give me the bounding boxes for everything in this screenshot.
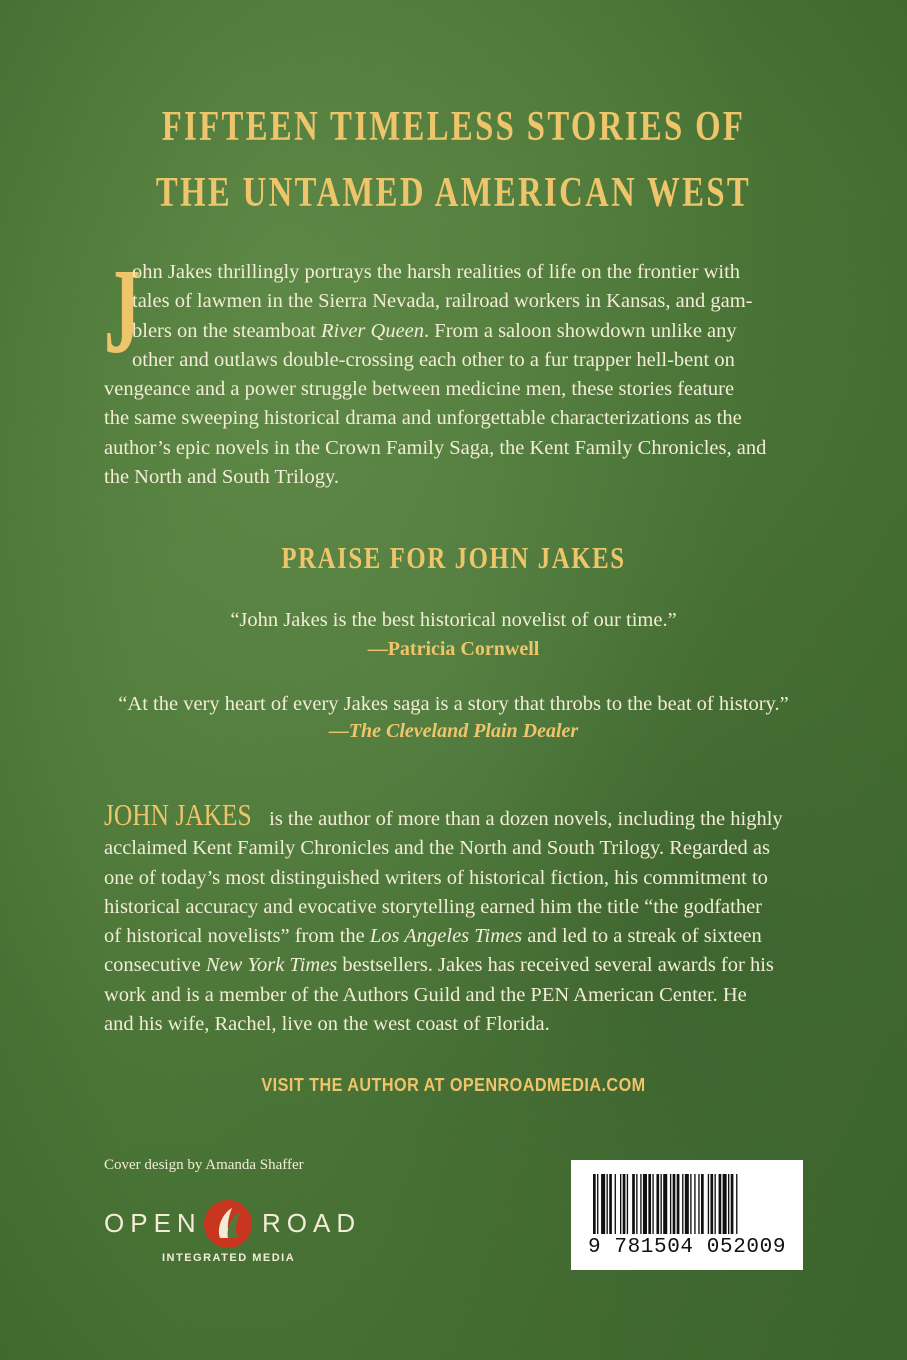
bio-line bbox=[104, 951, 804, 980]
description-line: the North and South Trilogy. bbox=[104, 466, 340, 489]
barcode-bar bbox=[609, 1174, 612, 1234]
attribution-dash: — bbox=[328, 720, 349, 742]
headline-line-1: FIFTEEN TIMELESS STORIES OF bbox=[161, 104, 746, 150]
bio-line: one of today’s most distinguished writers of historical fiction, his commitment to bbox=[104, 866, 768, 889]
barcode-bar bbox=[694, 1174, 695, 1234]
barcode-bar bbox=[643, 1174, 647, 1234]
description bbox=[104, 244, 804, 492]
barcode-bar bbox=[701, 1174, 704, 1234]
bio-text: is the author of more than a dozen novels, including the highly bbox=[264, 808, 783, 830]
barcode-bar bbox=[719, 1174, 722, 1234]
website-link[interactable]: VISIT THE AUTHOR AT OPENROADMEDIA.COM bbox=[261, 1075, 646, 1095]
bio-line: and his wife, Rachel, live on the west coast of Florida. bbox=[104, 1013, 550, 1036]
attribution-source: The Cleveland Plain Dealer bbox=[348, 720, 579, 742]
barcode-bar bbox=[673, 1174, 676, 1234]
barcode-bar bbox=[661, 1174, 662, 1234]
barcode-bar bbox=[656, 1174, 659, 1234]
barcode-bar bbox=[607, 1174, 608, 1234]
headline-line-2: THE UNTAMED AMERICAN WEST bbox=[155, 170, 752, 216]
description-text: blers on the steamboat bbox=[132, 319, 322, 342]
barcode-bar bbox=[632, 1174, 635, 1234]
bio-line bbox=[104, 797, 804, 834]
bio-line bbox=[104, 922, 804, 951]
logo-word-road: ROAD bbox=[262, 1208, 362, 1238]
quote-1-attribution: —Patricia Cornwell bbox=[367, 638, 540, 660]
quote-1: “John Jakes is the best historical novelist of our time.” bbox=[230, 609, 677, 631]
barcode-bar bbox=[698, 1174, 699, 1234]
praise-heading: PRAISE FOR JOHN JAKES bbox=[281, 540, 626, 575]
description-line: the same sweeping historical drama and unforgettable characterizations as the bbox=[104, 407, 742, 430]
description-text: . From a saloon showdown unlike any bbox=[424, 319, 737, 342]
open-road-mark-icon bbox=[202, 1198, 254, 1250]
barcode-bar bbox=[623, 1174, 626, 1234]
drop-cap: J bbox=[104, 244, 141, 379]
bio-line: acclaimed Kent Family Chronicles and the North and South Trilogy. Regarded as bbox=[104, 837, 770, 860]
barcode-bar bbox=[636, 1174, 637, 1234]
barcode-bar bbox=[715, 1174, 716, 1234]
quote-2: “At the very heart of every Jakes saga is a story that throbs to the beat of history.” bbox=[118, 693, 789, 715]
barcode-bar bbox=[593, 1174, 596, 1234]
barcode-bar bbox=[640, 1174, 641, 1234]
author-bio bbox=[104, 797, 804, 1039]
barcode-bar bbox=[615, 1174, 616, 1234]
publisher-logo bbox=[104, 1198, 364, 1270]
logo-subtitle: INTEGRATED MEDIA bbox=[162, 1252, 296, 1264]
barcode-bar bbox=[723, 1174, 727, 1234]
bio-line: historical accuracy and evocative storytelling earned him the title “the godfather bbox=[104, 895, 763, 918]
logo-word-open: OPEN bbox=[104, 1208, 202, 1238]
description-line: tales of lawmen in the Sierra Nevada, railroad workers in Kansas, and gam- bbox=[132, 290, 753, 313]
barcode-bar bbox=[728, 1174, 729, 1234]
barcode-bar bbox=[627, 1174, 628, 1234]
description-line: ohn Jakes thrillingly portrays the harsh realities of life on the frontier with bbox=[132, 261, 741, 283]
bio-text: of historical novelists” from the bbox=[104, 925, 370, 948]
isbn-digits: 9 781504 052009 bbox=[587, 1236, 787, 1259]
bio-text: consecutive bbox=[104, 954, 206, 977]
barcode-bar bbox=[652, 1174, 653, 1234]
bio-text: and led to a streak of sixteen bbox=[522, 925, 762, 948]
newspaper-title: New York Times bbox=[205, 954, 338, 977]
barcode-bar bbox=[731, 1174, 734, 1234]
barcode-bar bbox=[736, 1174, 737, 1234]
author-name: JOHN JAKES bbox=[104, 797, 252, 832]
barcode-bar bbox=[597, 1174, 598, 1234]
barcode-bar bbox=[677, 1174, 680, 1234]
barcode-bar bbox=[690, 1174, 691, 1234]
barcode-bar bbox=[620, 1174, 621, 1234]
barcode-bar bbox=[663, 1174, 667, 1234]
barcode-bar bbox=[685, 1174, 689, 1234]
description-line: other and outlaws double-crossing each other to a fur trapper hell-bent on bbox=[132, 348, 735, 371]
barcode-bar bbox=[601, 1174, 605, 1234]
barcode-bar bbox=[648, 1174, 651, 1234]
isbn-barcode bbox=[571, 1160, 803, 1270]
barcode-icon bbox=[593, 1174, 789, 1234]
ship-name: River Queen bbox=[321, 319, 425, 342]
barcode-bar bbox=[670, 1174, 671, 1234]
quote-2-attribution bbox=[0, 720, 907, 743]
barcode-bar bbox=[710, 1174, 713, 1234]
bio-text: bestsellers. Jakes has received several awards for his bbox=[337, 954, 774, 977]
newspaper-title: Los Angeles Times bbox=[369, 925, 523, 948]
cover-credit: Cover design by Amanda Shaffer bbox=[104, 1157, 304, 1173]
barcode-bar bbox=[682, 1174, 683, 1234]
description-line: author’s epic novels in the Crown Family Saga, the Kent Family Chronicles, and bbox=[104, 436, 767, 459]
barcode-bar bbox=[708, 1174, 709, 1234]
description-line bbox=[104, 317, 804, 346]
description-line: vengeance and a power struggle between medicine men, these stories feature bbox=[104, 378, 735, 401]
bio-line: work and is a member of the Authors Guild and the PEN American Center. He bbox=[104, 983, 747, 1006]
